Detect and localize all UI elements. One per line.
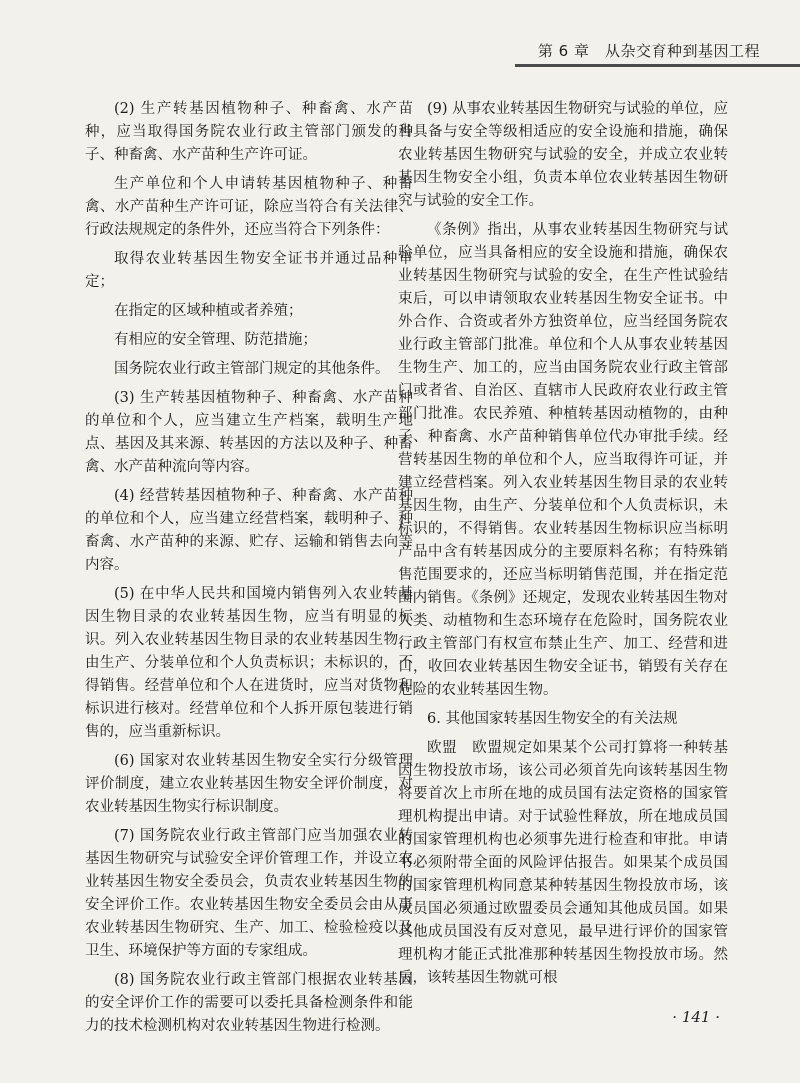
left-column [85, 98, 413, 1044]
paragraph: 有相应的安全管理、防范措施； [114, 332, 317, 348]
paragraph: (9) 从事农业转基因生物研究与试验的单位，应当具备与安全等级相适应的安全设施和措施，确保农业转基因生物研究与试验的安全，并成立农业转基因生物安全小组，负责本单位农业转基因生物研究与试验的安全工作。 [398, 101, 728, 209]
paragraph: 《条例》指出，从事农业转基因生物研究与试验单位，应当具备相应的安全设施和措施，确保农业转基因生物研究与试验的安全，在生产性试验结束后，可以申请领取农业转基因生物安全证书。中外合作、合资或者外方独资单位，应当经国务院农业行政主管部门批准。单位和个人从事农业转基因生物生产、加工的，应当由国务院农业行政主管部门或者省、自治区、直辖市人民政府农业行政主管部门批准。农民养殖、种植转基因动植物的，由种子、种畜禽、水产苗种销售单位代办审批手续。经营转基因生物的单位和个人，应当取得许可证，并建立经营档案。列入农业转基因生物目录的农业转基因生物，由生产、分装单位和个人负责标识，未标识的，不得销售。农业转基因生物标识应当标明产品中含有转基因成分的主要原料名称；有特殊销售范围要求的，还应当标明销售范围，并在指定范围内销售。《条例》还规定，发现农业转基因生物对人类、动植物和生态环境存在危险时，国务院农业行政主管部门有权宣布禁止生产、加工、经营和进口，收回农业转基因生物安全证书，销毁有关存在危险的农业转基因生物。 [398, 222, 728, 698]
paragraph: (5) 在中华人民共和国境内销售列入农业转基因生物目录的农业转基因生物，应当有明显的标识。列入农业转基因生物目录的农业转基因生物，由生产、分装单位和个人负责标识；未标识的，不得销售。经营单位和个人在进货时，应当对货物和标识进行核对。经营单位和个人拆开原包装进行销售的，应当重新标识。 [85, 586, 413, 740]
paragraph: 国务院农业行政主管部门规定的其他条件。 [114, 361, 390, 377]
paragraph: (2) 生产转基因植物种子、种畜禽、水产苗种，应当取得国务院农业行政主管部门颁发的种子、种畜禽、水产苗种生产许可证。 [85, 101, 413, 163]
section-heading: 6. 其他国家转基因生物安全的有关法规 [427, 711, 678, 727]
running-header: 第 6 章 从杂交育种到基因工程 [537, 42, 760, 60]
paragraph: 取得农业转基因生物安全证书并通过品种审定； [85, 251, 413, 290]
right-column [398, 98, 728, 996]
paragraph: (3) 生产转基因植物种子、种畜禽、水产苗种的单位和个人，应当建立生产档案，载明生产地点、基因及其来源、转基因的方法以及种子、种畜禽、水产苗种流向等内容。 [85, 390, 413, 475]
header-rule [515, 64, 800, 67]
paragraph: 在指定的区域种植或者养殖； [114, 303, 303, 319]
page-number: · 141 · [672, 1008, 720, 1026]
paragraph: 生产单位和个人申请转基因植物种子、种畜禽、水产苗种生产许可证，除应当符合有关法律、行政法规规定的条件外，还应当符合下列条件： [85, 176, 413, 238]
paragraph: (8) 国务院农业行政主管部门根据农业转基因的安全评价工作的需要可以委托具备检测条件和能力的技术检测机构对农业转基因生物进行检测。 [85, 972, 413, 1034]
paragraph: (7) 国务院农业行政主管部门应当加强农业转基因生物研究与试验安全评价管理工作，并设立农业转基因生物安全委员会，负责农业转基因生物的安全评价工作。农业转基因生物安全委员会由从事农业转基因生物研究、生产、加工、检验检疫以及卫生、环境保护等方面的专家组成。 [85, 828, 413, 959]
paragraph: (4) 经营转基因植物种子、种畜禽、水产苗种的单位和个人，应当建立经营档案，载明种子、种畜禽、水产苗种的来源、贮存、运输和销售去向等内容。 [85, 488, 413, 573]
paragraph: (6) 国家对农业转基因生物安全实行分级管理评价制度，建立农业转基因生物安全评价制度，对农业转基因生物实行标识制度。 [85, 753, 413, 815]
paragraph: 欧盟 欧盟规定如果某个公司打算将一种转基因生物投放市场，该公司必须首先向该转基因生物将要首次上市所在地的成员国有法定资格的国家管理机构提出申请。对于试验性释放，所在地成员国的国家管理机构也必须事先进行检查和审批。申请书必须附带全面的风险评估报告。如果某个成员国的国家管理机构同意某种转基因生物投放市场，该成员国必须通过欧盟委员会通知其他成员国。如果其他成员国没有反对意见，最早进行评价的国家管理机构才能正式批准那种转基因生物投放市场。然后，该转基因生物就可根 [398, 740, 728, 986]
